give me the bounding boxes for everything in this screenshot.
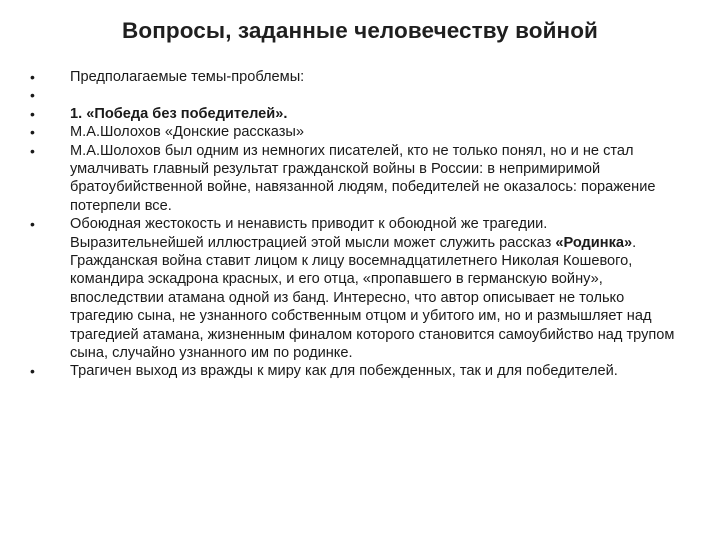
- item-text-after: . Гражданская война ставит лицом к лицу восемнадцатилетнего Николая Кошевого, командира эскадрона красных, и его отца, «пропавшего в германскую войну», впоследствии атамана одной из банд. Интересно, что автор описывает не только трагедию сына, не узнанного собственным отцом и убитого им, но и размышляет над трагедией атамана, жизненным финалом которого становится самоубийство над трупом сына, случайно узнанного им по родинке.: [70, 234, 675, 362]
- list-item: [30, 142, 680, 216]
- item-text: 1. «Победа без победителей».: [70, 105, 288, 122]
- item-text-before: Обоюдная жестокость и ненависть приводит к обоюдной же трагедии. Выразительнейшей иллюстрацией этой мысли может служить рассказ: [70, 216, 556, 251]
- list-item: [30, 215, 680, 362]
- item-text: Предполагаемые темы-проблемы:: [70, 69, 305, 85]
- slide-title: Вопросы, заданные человечеству войной: [122, 18, 598, 43]
- bullet-icon: •: [30, 363, 35, 380]
- list-item: [30, 123, 680, 141]
- list-item: [30, 68, 680, 86]
- bullet-icon: •: [30, 87, 35, 104]
- bullet-icon: •: [30, 142, 35, 159]
- item-text: Трагичен выход из вражды к миру как для побежденных, так и для победителей.: [70, 363, 618, 380]
- bullet-icon: •: [30, 124, 35, 141]
- bullet-icon: •: [30, 216, 35, 233]
- list-item: [30, 362, 680, 380]
- bullet-icon: •: [30, 105, 35, 122]
- list-item-empty: [30, 86, 680, 104]
- bullet-icon: •: [30, 69, 35, 85]
- story-title: «Родинка»: [555, 234, 633, 251]
- item-text: М.А.Шолохов «Донские рассказы»: [70, 124, 304, 141]
- bullet-list: [30, 68, 680, 381]
- item-text: М.А.Шолохов был одним из немногих писателей, кто не только понял, но и не стал умалчивать главный результат гражданской войны в России: в непримиримой братоубийственной войне, навязанной людям, победителей не оказалось: поражение потерпели все.: [70, 142, 656, 214]
- list-item: [30, 105, 680, 123]
